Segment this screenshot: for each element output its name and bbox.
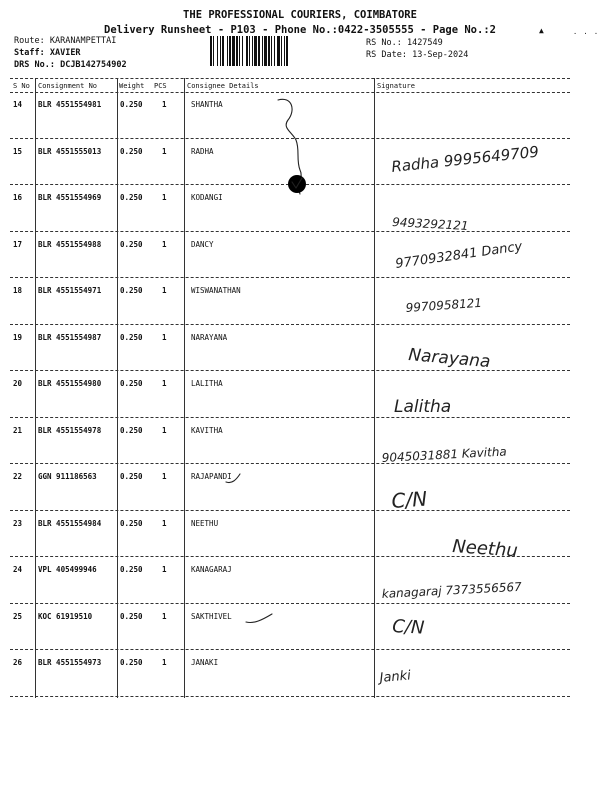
company-title: THE PROFESSIONAL COURIERS, COIMBATORE: [183, 9, 417, 21]
row-consignment-no: BLR 4551554973: [38, 658, 102, 667]
up-arrow-icon: ▲: [539, 26, 544, 35]
col-header-weight: Weight: [119, 82, 145, 90]
col-header-consignment: Consignment No: [38, 82, 98, 90]
row-pcs: 1: [162, 425, 167, 435]
row-pcs: 1: [162, 658, 167, 667]
row-divider: [10, 603, 570, 604]
row-consignee-name: KAVITHA: [191, 425, 223, 435]
row-pcs: 1: [162, 332, 167, 342]
row-consignee-name: NARAYANA: [191, 332, 228, 342]
row-weight: 0.250: [120, 193, 143, 202]
row-weight: 0.250: [120, 658, 143, 667]
row-weight: 0.250: [120, 286, 143, 295]
handwritten-signature: C/N: [390, 486, 428, 513]
row-pcs: 1: [162, 565, 167, 574]
row-consignment-no: BLR 4551554988: [38, 239, 102, 249]
handwritten-signature: Radha 9995649709: [390, 142, 540, 176]
row-divider: [10, 696, 570, 697]
drs-line: [14, 60, 127, 70]
barcode-image: [210, 36, 358, 66]
col-header-sno: S No: [13, 82, 30, 90]
row-sno: 15: [13, 146, 23, 156]
rs-no-value: 1427549: [406, 38, 443, 48]
row-pcs: 1: [162, 611, 167, 621]
row-consignment-no: KOC 61919510: [38, 611, 93, 621]
row-consignment-no: BLR 4551554987: [38, 332, 102, 342]
row-sno: 17: [13, 239, 23, 249]
row-consignee-name: RAJAPANDI: [191, 472, 232, 481]
row-consignment-no: BLR 4551554969: [38, 193, 102, 202]
row-sno: 18: [13, 286, 23, 295]
row-divider: [10, 324, 570, 325]
row-divider: [10, 138, 570, 139]
col-header-consignee: Consignee Details: [187, 82, 259, 90]
row-pcs: 1: [162, 379, 167, 388]
row-consignee-name: LALITHA: [191, 379, 223, 388]
row-weight: 0.250: [120, 565, 143, 574]
rs-date-label: RS Date:: [366, 50, 407, 60]
row-consignee-name: KODANGI: [191, 193, 223, 202]
rs-no-label: RS No.:: [366, 38, 402, 48]
dotted-mark-icon: · · ·: [573, 30, 600, 38]
drs-label: DRS No.:: [14, 60, 55, 70]
staff-value: XAVIER: [49, 48, 81, 58]
runsheet-subtitle: Delivery Runsheet - P103 - Phone No.:0422-3505555 - Page No.:2: [104, 24, 496, 36]
row-consignment-no: BLR 4551554981: [38, 100, 102, 109]
row-sno: 26: [13, 658, 23, 667]
row-pcs: 1: [162, 193, 167, 202]
handwritten-signature: 9970958121: [405, 295, 483, 315]
row-weight: 0.250: [120, 239, 143, 249]
row-weight: 0.250: [120, 379, 143, 388]
row-weight: 0.250: [120, 518, 143, 528]
row-divider: [10, 417, 570, 418]
row-consignee-name: DANCY: [191, 239, 214, 249]
row-pcs: 1: [162, 518, 167, 528]
row-weight: 0.250: [120, 100, 143, 109]
handwritten-signature: 9770932841 Dancy: [394, 239, 524, 272]
handwritten-signature: kanagaraj 7373556567: [381, 579, 522, 601]
row-sno: 20: [13, 379, 23, 388]
row-sno: 23: [13, 518, 23, 528]
handwritten-signature: 9493292121: [391, 215, 469, 233]
col-header-signature: Signature: [377, 82, 415, 90]
row-sno: 25: [13, 611, 23, 621]
staff-line: [14, 48, 81, 58]
col-divider: [35, 78, 36, 698]
handwritten-tick: [246, 614, 272, 623]
row-consignee-name: RADHA: [191, 146, 214, 156]
col-divider: [374, 78, 375, 698]
row-consignment-no: VPL 405499946: [38, 565, 97, 574]
row-divider: [10, 463, 570, 464]
row-pcs: 1: [162, 100, 167, 109]
row-sno: 14: [13, 100, 23, 109]
row-weight: 0.250: [120, 611, 143, 621]
row-consignee-name: KANAGARAJ: [191, 565, 232, 574]
row-weight: 0.250: [120, 332, 143, 342]
row-weight: 0.250: [120, 425, 143, 435]
route-value: KARANAMPETTAI: [49, 36, 117, 46]
row-divider: [10, 556, 570, 557]
col-divider: [184, 78, 185, 698]
col-divider: [117, 78, 118, 698]
row-divider: [10, 231, 570, 232]
route-label: Route:: [14, 36, 45, 46]
row-consignment-no: BLR 4551554984: [38, 518, 102, 528]
table-header-line: [10, 92, 570, 93]
row-divider: [10, 184, 570, 185]
row-sno: 22: [13, 472, 23, 481]
row-divider: [10, 370, 570, 371]
row-consignment-no: BLR 4551555013: [38, 146, 102, 156]
row-sno: 19: [13, 332, 23, 342]
row-weight: 0.250: [120, 146, 143, 156]
handwritten-scribble: [278, 99, 301, 194]
row-sno: 16: [13, 193, 23, 202]
rs-date-line: [366, 50, 468, 60]
rs-date-value: 13-Sep-2024: [412, 50, 469, 60]
table-top-line: [10, 78, 570, 79]
handwritten-signature: Janki: [379, 668, 412, 686]
row-pcs: 1: [162, 286, 167, 295]
handwritten-signature: 9045031881 Kavitha: [381, 444, 508, 465]
rs-no-line: [366, 38, 443, 48]
handwritten-signature: Lalitha: [394, 397, 452, 417]
handwritten-tick: [292, 178, 302, 188]
row-weight: 0.250: [120, 472, 143, 481]
handwritten-signature: C/N: [391, 616, 425, 639]
row-consignment-no: GGN 911186563: [38, 472, 97, 481]
staff-label: Staff:: [14, 48, 45, 58]
row-divider: [10, 277, 570, 278]
row-consignee-name: WISWANATHAN: [191, 286, 241, 295]
row-consignee-name: JANAKI: [191, 658, 219, 667]
row-sno: 24: [13, 565, 23, 574]
row-pcs: 1: [162, 239, 167, 249]
route-line: [14, 36, 116, 46]
handwritten-signature: Neethu: [451, 536, 519, 562]
handwritten-signature: Narayana: [407, 345, 492, 373]
row-consignment-no: BLR 4551554978: [38, 425, 102, 435]
row-divider: [10, 649, 570, 650]
row-divider: [10, 510, 570, 511]
drs-value: DCJB142754902: [60, 60, 127, 70]
row-consignment-no: BLR 4551554980: [38, 379, 102, 388]
row-consignee-name: NEETHU: [191, 518, 219, 528]
row-consignee-name: SHANTHA: [191, 100, 223, 109]
row-pcs: 1: [162, 472, 167, 481]
row-consignment-no: BLR 4551554971: [38, 286, 102, 295]
col-header-pcs: PCS: [154, 82, 167, 90]
row-consignee-name: SAKTHIVEL: [191, 611, 232, 621]
row-pcs: 1: [162, 146, 167, 156]
row-sno: 21: [13, 425, 23, 435]
